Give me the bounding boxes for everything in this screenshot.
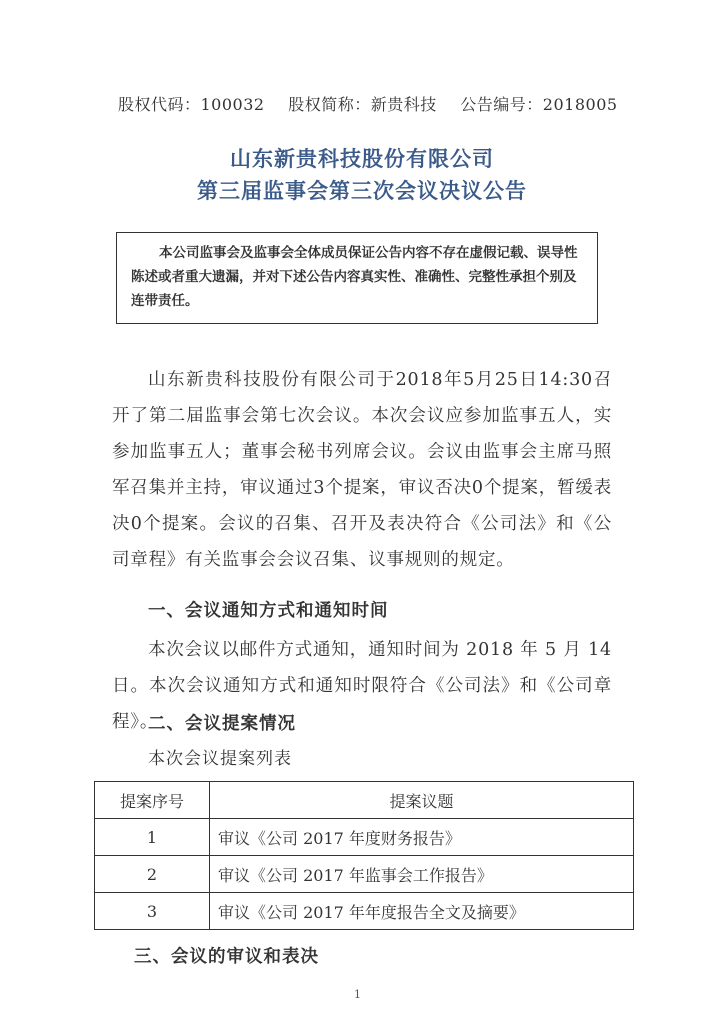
meeting-summary-paragraph: 山东新贵科技股份有限公司于2018年5月25日14:30召开了第二届监事会第七次会议。本次会议应参加监事五人，实参加监事五人；董事会秘书列席会议。会议由监事会主席马照军召集并主持，审议通过3个提案，审议否决0个提案，暂缓表决0个提案。会议的召集、召开及表决符合《公司法》和《公司章程》有关监事会会议召集、议事规则的规定。 [112, 370, 612, 570]
proposal-topic-cell: 审议《公司 2017 年度财务报告》 [210, 819, 634, 856]
proposal-topic-cell: 审议《公司 2017 年监事会工作报告》 [210, 856, 634, 893]
notice-method-paragraph: 本次会议以邮件方式通知，通知时间为 2018 年 5 月 14 日。本次会议通知方式和通知时限符合《公司法》和《公司章程》。 [112, 640, 612, 732]
page-number: 1 [354, 988, 361, 1001]
stock-code: 股权代码：100032 [118, 95, 265, 114]
header-proposal-topic: 提案议题 [210, 782, 634, 819]
notice-number: 公告编号：2018005 [460, 95, 618, 114]
stock-short-name: 股权简称：新贵科技 [288, 95, 437, 114]
table-header-row [95, 782, 634, 819]
table-row [95, 893, 634, 930]
proposal-number-cell: 1 [95, 819, 210, 856]
section-heading-review: 三、会议的审议和表决 [134, 947, 319, 967]
proposal-number-cell: 2 [95, 856, 210, 893]
table-row [95, 856, 634, 893]
announcement-header [118, 92, 638, 115]
proposal-topic-cell: 审议《公司 2017 年年度报告全文及摘要》 [210, 893, 634, 930]
company-title: 山东新贵科技股份有限公司 [230, 147, 494, 171]
table-row [95, 819, 634, 856]
table-caption: 本次会议提案列表 [148, 749, 292, 769]
disclaimer-box: 本公司监事会及监事会全体成员保证公告内容不存在虚假记载、误导性陈述或者重大遗漏，并对下述公告内容真实性、准确性、完整性承担个别及连带责任。 [116, 232, 598, 324]
proposals-table [94, 781, 634, 930]
announcement-title: 第三届监事会第三次会议决议公告 [197, 179, 527, 203]
section-heading-proposals: 二、会议提案情况 [148, 714, 296, 734]
proposal-number-cell: 3 [95, 893, 210, 930]
section-heading-notice: 一、会议通知方式和通知时间 [148, 601, 389, 621]
header-proposal-number: 提案序号 [95, 782, 210, 819]
